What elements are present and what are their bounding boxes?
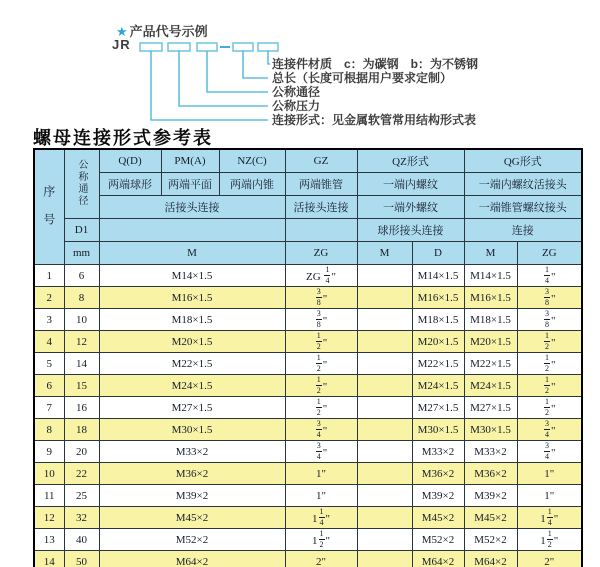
qg-m-cell: M33×2 [464,441,517,463]
zg-thread-cell: $\frac{3}{4}$ " [285,441,357,463]
qg-zg-cell: 2" [517,551,582,567]
seq-cell: 10 [34,463,64,485]
zg-thread-cell: $\frac{1}{2}$ " [285,397,357,419]
qg-zg-cell: $\frac{3}{8}$ " [517,309,582,331]
product-code-prefix: JR [112,37,131,52]
header-qg-desc1: 一端内螺纹活接头 [464,173,582,196]
qz-m-cell [357,375,412,397]
qz-d-cell: M14×1.5 [412,265,464,287]
dn-cell: 15 [64,375,99,397]
qg-m-cell: M27×1.5 [464,397,517,419]
qg-zg-cell: 1" [517,463,582,485]
qz-d-cell: M18×1.5 [412,309,464,331]
table-row [34,529,582,551]
seq-cell: 7 [34,397,64,419]
qz-m-cell [357,419,412,441]
seq-cell: 13 [34,529,64,551]
qz-m-cell [357,353,412,375]
qz-d-cell: M16×1.5 [412,287,464,309]
zg-thread-cell: $\frac{1}{2}$ " [285,331,357,353]
qg-zg-cell: 1 $\frac{1}{2}$ " [517,529,582,551]
table-row [34,463,582,485]
qg-m-cell: M18×1.5 [464,309,517,331]
dn-cell: 6 [64,265,99,287]
zg-thread-cell: $\frac{1}{2}$ " [285,375,357,397]
zg-thread-cell: ZG $\frac{1}{4}$ " [285,265,357,287]
seq-cell: 6 [34,375,64,397]
qg-m-cell: M16×1.5 [464,287,517,309]
reference-table [33,148,583,567]
connector-line-form [151,51,268,120]
dn-cell: 32 [64,507,99,529]
qz-m-cell [357,507,412,529]
header-qg-zg: ZG [517,242,582,265]
header-qz-m: M [357,242,412,265]
header-mm: mm [64,242,99,265]
header-qg-m: M [464,242,517,265]
qz-d-cell: M36×2 [412,463,464,485]
table-row [34,507,582,529]
seq-cell: 12 [34,507,64,529]
dn-cell: 14 [64,353,99,375]
dn-cell: 40 [64,529,99,551]
dn-cell: 16 [64,397,99,419]
header-qz-d: D [412,242,464,265]
header-col-qz: QZ形式 [357,149,464,173]
dn-cell: 20 [64,441,99,463]
header-nz-desc: 两端内锥 [219,173,285,196]
table-title: 螺母连接形式参考表 [33,128,213,149]
qg-zg-cell: $\frac{3}{4}$ " [517,441,582,463]
qg-zg-cell: 1 $\frac{1}{4}$ " [517,507,582,529]
code-box-1 [140,43,162,51]
product-code-example-text: 产品代号示例 [129,24,208,39]
table-row [34,309,582,331]
qg-m-cell: M22×1.5 [464,353,517,375]
qz-d-cell: M39×2 [412,485,464,507]
qg-zg-cell: $\frac{1}{2}$ " [517,331,582,353]
label-nominal-pressure: 公称压力 [272,99,321,113]
qz-d-cell: M45×2 [412,507,464,529]
header-empty-gz [285,219,357,242]
dn-cell: 10 [64,309,99,331]
header-zg-thread: ZG [285,242,357,265]
qz-m-cell [357,309,412,331]
qg-zg-cell: 1" [517,485,582,507]
qz-m-cell [357,265,412,287]
label-nominal-diameter: 公称通径 [272,85,321,99]
seq-cell: 2 [34,287,64,309]
seq-cell: 8 [34,419,64,441]
code-box-3 [197,43,217,51]
header-pm-desc: 两端平面 [161,173,219,196]
dn-cell: 8 [64,287,99,309]
qz-m-cell [357,463,412,485]
seq-cell: 4 [34,331,64,353]
m-thread-cell: M45×2 [99,507,285,529]
qg-m-cell: M36×2 [464,463,517,485]
table-row [34,331,582,353]
qg-zg-cell: $\frac{1}{4}$ " [517,265,582,287]
m-thread-cell: M39×2 [99,485,285,507]
qz-d-cell: M27×1.5 [412,397,464,419]
qz-d-cell: M20×1.5 [412,331,464,353]
header-qg-desc2: 一端锥管螺纹接头 [464,196,582,219]
qz-m-cell [357,551,412,567]
header-gz-connection: 活接头连接 [285,196,357,219]
zg-thread-cell: 1" [285,485,357,507]
m-thread-cell: M18×1.5 [99,309,285,331]
label-connection-form: 连接形式：见金属软管常用结构形式表 [272,113,477,127]
m-thread-cell: M52×2 [99,529,285,551]
qg-m-cell: M64×2 [464,551,517,567]
dn-cell: 12 [64,331,99,353]
qg-m-cell: M14×1.5 [464,265,517,287]
zg-thread-cell: $\frac{3}{8}$ " [285,309,357,331]
header-union-connection: 活接头连接 [99,196,285,219]
dn-cell: 22 [64,463,99,485]
qg-m-cell: M20×1.5 [464,331,517,353]
qz-d-cell: M64×2 [412,551,464,567]
header-qg-connection: 连接 [464,219,582,242]
table-row [34,375,582,397]
label-total-length: 总长（长度可根据用户要求定制） [272,71,453,85]
m-thread-cell: M27×1.5 [99,397,285,419]
header-nominal-diameter: 公称通径 [64,149,99,219]
header-m-thread: M [99,242,285,265]
header-col-qg: QG形式 [464,149,582,173]
header-q-desc: 两端球形 [99,173,161,196]
header-col-pm: PM(A) [161,149,219,173]
header-qz-desc1: 一端内螺纹 [357,173,464,196]
qg-zg-cell: $\frac{1}{2}$ " [517,397,582,419]
qg-m-cell: M24×1.5 [464,375,517,397]
header-qz-desc2: 一端外螺纹 [357,196,464,219]
zg-thread-cell: 1 $\frac{1}{4}$ " [285,507,357,529]
m-thread-cell: M24×1.5 [99,375,285,397]
table-row [34,397,582,419]
m-thread-cell: M36×2 [99,463,285,485]
qg-m-cell: M52×2 [464,529,517,551]
qz-m-cell [357,331,412,353]
m-thread-cell: M14×1.5 [99,265,285,287]
qz-m-cell [357,397,412,419]
qg-m-cell: M39×2 [464,485,517,507]
m-thread-cell: M30×1.5 [99,419,285,441]
dn-cell: 18 [64,419,99,441]
qg-m-cell: M30×1.5 [464,419,517,441]
table-row [34,419,582,441]
qg-m-cell: M45×2 [464,507,517,529]
header-empty-union [99,219,285,242]
qz-m-cell [357,529,412,551]
code-box-4 [233,43,253,51]
header-col-gz: GZ [285,149,357,173]
header-col-q: Q(D) [99,149,161,173]
m-thread-cell: M33×2 [99,441,285,463]
header-d1: D1 [64,219,99,242]
qz-m-cell [357,287,412,309]
code-box-5 [258,43,278,51]
seq-cell: 11 [34,485,64,507]
table-row [34,485,582,507]
qz-d-cell: M24×1.5 [412,375,464,397]
connector-line-diameter [207,51,268,92]
zg-thread-cell: $\frac{3}{4}$ " [285,419,357,441]
connector-line-material [268,51,270,64]
m-thread-cell: M20×1.5 [99,331,285,353]
qz-m-cell [357,441,412,463]
qz-d-cell: M30×1.5 [412,419,464,441]
qz-d-cell: M52×2 [412,529,464,551]
seq-cell: 5 [34,353,64,375]
m-thread-cell: M16×1.5 [99,287,285,309]
header-gz-desc: 两端锥管 [285,173,357,196]
dn-cell: 50 [64,551,99,567]
seq-cell: 14 [34,551,64,567]
zg-thread-cell: $\frac{3}{8}$ " [285,287,357,309]
zg-thread-cell: 1" [285,463,357,485]
qz-d-cell: M22×1.5 [412,353,464,375]
seq-cell: 3 [34,309,64,331]
dn-cell: 25 [64,485,99,507]
header-seq: 序号 [34,149,64,265]
qz-d-cell: M33×2 [412,441,464,463]
zg-thread-cell: 2" [285,551,357,567]
table-row [34,551,582,567]
header-qz-connection: 球形接头连接 [357,219,464,242]
connector-line-length [243,51,268,78]
m-thread-cell: M22×1.5 [99,353,285,375]
seq-cell: 1 [34,265,64,287]
qg-zg-cell: $\frac{3}{4}$ " [517,419,582,441]
seq-cell: 9 [34,441,64,463]
qg-zg-cell: $\frac{1}{2}$ " [517,353,582,375]
table-row [34,287,582,309]
table-row [34,353,582,375]
label-connector-material: 连接件材质 c：为碳钢 b：为不锈钢 [272,57,479,71]
table-row [34,265,582,287]
zg-thread-cell: $\frac{1}{2}$ " [285,353,357,375]
star-icon: ★ [116,24,128,39]
qz-m-cell [357,485,412,507]
m-thread-cell: M64×2 [99,551,285,567]
table-row [34,441,582,463]
qg-zg-cell: $\frac{1}{2}$ " [517,375,582,397]
zg-thread-cell: 1 $\frac{1}{2}$ " [285,529,357,551]
header-col-nz: NZ(C) [219,149,285,173]
qg-zg-cell: $\frac{3}{8}$ " [517,287,582,309]
code-box-2 [168,43,190,51]
